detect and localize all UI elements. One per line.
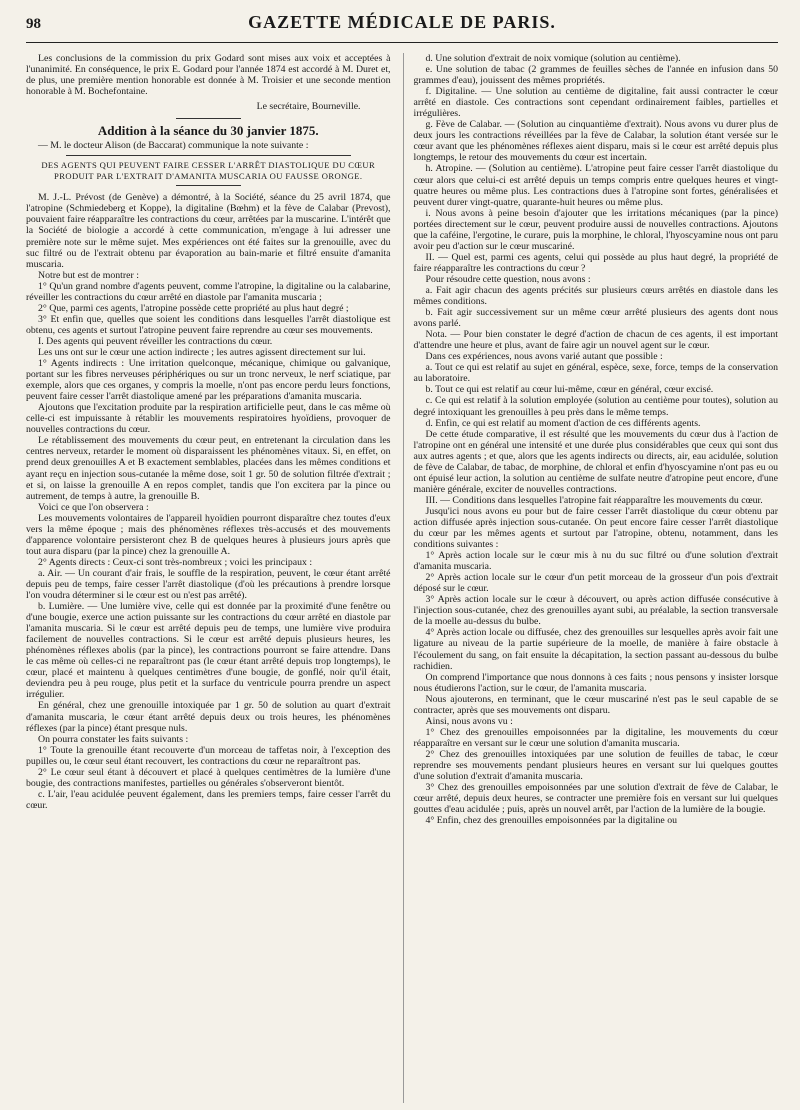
paragraph: 3° Et enfin que, quelles que soient les conditions dans lesquelles l'arrêt diastolique est obtenu, ces agents et surtout l'atropine peuvent faire reprendre au cœur ses mouvements.: [26, 313, 391, 336]
paragraph: b. Fait agir successivement sur un même cœur arrêté plusieurs des agents dont nous avons parlé.: [413, 307, 778, 330]
paragraph: Pour résoudre cette question, nous avons :: [425, 273, 591, 285]
paragraph: Ajoutons que l'excitation produite par la respiration artificielle peut, dans le cas même où celle-ci est impuissante à rétablir les mouvements respiratoires hyoïdiens, provoquer de nouvelles contractions du cœur.: [26, 402, 391, 436]
paragraph: Voici ce que l'on observera :: [38, 501, 149, 513]
paragraph: On comprend l'importance que nous donnons à ces faits ; nous pensons y insister lorsque nous étudierons l'action, sur le cœur, de l'amanita muscaria.: [413, 671, 778, 694]
paragraph: M. J.-L. Prévost (de Genève) a démontré, à la Société, séance du 25 avril 1874, que l'atropine (Schmiedeberg et Koppe), la digitaline (Bœhm) et la fève de Calabar (Prevost), pouvaient faire réapparaître les contractions du cœur, arrêtées par la muscarine. L'intérêt que la Société de biologie a accordé à cette communication, m'engage à lui adresser une première note sur le même sujet. Mes expériences ont été faites sur la grenouille, avec du suc filtré ou de l'extrait obtenu par évaporation au bain-marie et filtré ensuite d'amanita muscaria.: [26, 192, 391, 270]
article-title: DES AGENTS QUI PEUVENT FAIRE CESSER L'ARRÊT DIASTOLIQUE DU CŒUR PRODUIT PAR L'EXTRAIT D'AMANITA MUSCARIA OU FAUSSE ORONGE.: [41, 160, 376, 181]
paragraph: 1° Agents indirects : Une irritation quelconque, mécanique, chimique ou galvanique, portant sur les fibres nerveuses périphériques ou sur un tronc nerveux, le nerf sciatique, par exemple, alors que ces organes, y compris la moelle, n'ont pas encore perdu leurs fonctions, peuvent faire cesser l'arrêt diastolique amené par les préparations d'amanita muscaria.: [26, 358, 391, 403]
paragraph: a. Tout ce qui est relatif au sujet en général, espèce, sexe, force, temps de la conservation au laboratoire.: [413, 362, 778, 385]
paragraph: d. Enfin, ce qui est relatif au moment d'action de ces différents agents.: [425, 417, 701, 429]
divider: [176, 118, 241, 119]
paragraph: Nous ajouterons, en terminant, que le cœur muscariné n'est pas le seul capable de se contracter, après que ses mouvements ont disparu.: [413, 693, 778, 716]
paragraph: II. — Quel est, parmi ces agents, celui qui possède au plus haut degré, la propriété de faire réapparaître les contractions du cœur ?: [413, 251, 778, 274]
paragraph: Notre but est de montrer :: [38, 269, 139, 281]
paragraph: Nota. — Pour bien constater le degré d'action de chacun de ces agents, il est important d'attendre une heure et plus, avant de faire agir un nouvel agent sur le cœur.: [413, 329, 778, 352]
left-column: [26, 53, 391, 1103]
paragraph: b. Lumière. — Une lumière vive, celle qui est donnée par la proximité d'une fenêtre ou d'une bougie, exerce une action puissante sur les contractions du cœur arrêté en diastole par l'amanita muscaria. Si le cœur est arrêté depuis peu de temps, une lumière vive produira facilement de nouvelles contractions. Si le cœur est arrêté depuis plusieurs heures, les phénomènes réflexes abolis (par la pince), les contractions pourront se faire attendre. Dans le cas même où celles-ci ne reparaîtront pas (le cœur étant arrêté depuis trop longtemps), le cœur, placé et maintenu à quelques centimètres d'une bougie, de gonflé, noir qu'il était, deviendra peu à peu rouge, plus petit et la surface du ventricule pourra prendre un aspect irrégulier.: [26, 601, 391, 701]
paragraph: Ainsi, nous avons vu :: [425, 715, 513, 727]
paragraph: 2° Que, parmi ces agents, l'atropine possède cette propriété au plus haut degré ;: [38, 302, 349, 314]
paragraph: Le rétablissement des mouvements du cœur peut, en entretenant la circulation dans les centres nerveux, retarder le moment où disparaissent les phénomènes vitaux. Si, en effet, on prend deux grenouilles A et B exactement semblables, placées dans les mêmes conditions et ayant reçu en injection sous-cutanée la même dose, soit 1 gr. 50 de solution filtrée d'extrait ; et si, on laisse la grenouille A en repos complet, tandis que l'on excitera par la pince ou autrement, de temps à autre, la grenouille B.: [26, 435, 391, 502]
paragraph: 1° Chez des grenouilles empoisonnées par la digitaline, les mouvements du cœur réapparaître en versant sur le cœur une solution d'amanita muscaria.: [413, 726, 778, 749]
paragraph: On pourra constater les faits suivants :: [38, 733, 189, 745]
paragraph: Les uns ont sur le cœur une action indirecte ; les autres agissent directement sur lui.: [38, 346, 366, 358]
paragraph: Dans ces expériences, nous avons varié autant que possible :: [425, 351, 663, 363]
divider: [66, 155, 351, 156]
paragraph: 1° Après action locale sur le cœur mis à nu du suc filtré ou d'une solution d'extrait d'amanita muscaria.: [413, 550, 778, 573]
signature: Le secrétaire, Bourneville.: [256, 101, 361, 113]
paragraph: 2° Chez des grenouilles intoxiquées par une solution de feuilles de tabac, le cœur reprendre ses mouvements pendant plusieurs heures en versant sur lui quelques gouttes d'une solution d'extrait d'amanita muscaria.: [413, 748, 778, 783]
paragraph: 1° Qu'un grand nombre d'agents peuvent, comme l'atropine, la digitaline ou la calabarine, réveiller les contractions du cœur arrêté en diastole par l'amanita muscaria ;: [26, 280, 391, 303]
right-column: [403, 53, 779, 1103]
paragraph: Les mouvements volontaires de l'appareil hyoïdien pourront disparaître chez toutes d'eux vers la même époque ; mais des phénomènes réflexes très-accusés et des mouvements d'apparence volontaire persisteront chez B de quelques heures à plusieurs jours après que tout aura disparu (par la pince) chez la grenouille A.: [26, 512, 391, 557]
paragraph: a. Fait agir chacun des agents précités sur plusieurs cœurs arrêtés en diastole dans les mêmes conditions.: [413, 284, 778, 308]
page-header: [26, 12, 778, 43]
paragraph: En général, chez une grenouille intoxiquée par 1 gr. 50 de solution au quart d'extrait d'amanita muscaria, le cœur étant arrêté depuis deux ou trois heures, les phénomènes réflexes (par la pince) étant presque nuls.: [26, 700, 391, 734]
paragraph: I. Des agents qui peuvent réveiller les contractions du cœur.: [38, 335, 273, 347]
paragraph: 4° Enfin, chez des grenouilles empoisonnées par la digitaline ou: [425, 815, 677, 827]
paragraph: 1° Toute la grenouille étant recouverte d'un morceau de taffetas noir, à l'exception des pupilles ou, le cœur seul étant recouvert, les contractions du cœur ne reparaîtront pas.: [26, 744, 391, 767]
journal-title: GAZETTE MÉDICALE DE PARIS.: [248, 12, 556, 32]
left-body: [26, 192, 391, 811]
paragraph: III. — Conditions dans lesquelles l'atropine fait réapparaître les mouvements du cœur.: [425, 494, 763, 506]
paragraph: c. Ce qui est relatif à la solution employée (solution au centième pour toutes), solution au degré intoxiquant les grenouilles à peu près dans le même temps.: [413, 395, 778, 418]
right-body: [414, 53, 779, 826]
paragraph: a. Air. — Un courant d'air frais, le souffle de la respiration, peuvent, le cœur étant arrêté depuis peu de temps, faire cesser l'arrêt diastolique (d'où les précautions à prendre lorsque l'on voudra déterminer si le cœur est ou n'est pas arrêté).: [26, 567, 391, 602]
paragraph: 2° Agents directs : Ceux-ci sont très-nombreux ; voici les principaux :: [38, 556, 313, 568]
paragraph: f. Digitaline. — Une solution au centième de digitaline, fait aussi contracter le cœur arrêté en diastole. Ces contractions sont cependant ordinairement faibles, partielles et irrégulières.: [413, 86, 778, 120]
paragraph: De cette étude comparative, il est résulté que les mouvements du cœur dus à l'action de l'atropine ont en général une intensité et une durée plus considérables que ceux qui sont dus aux autres agents ; et que, alors que les agents indirects ou directs, air, eau acidulée, solution de fève de Calabar, de tabac, de morphine, de chloral et enfin d'hyoscyamine n'ont pas eu ou ont épuisé leur action, la solution au centième de sulfate neutre d'atropine peut encore, d'une manière générale, exciter de nouvelles contractions.: [413, 428, 778, 495]
communication-line: — M. le docteur Alison (de Baccarat) communique la note suivante :: [38, 140, 309, 152]
paragraph: Jusqu'ici nous avons eu pour but de faire cesser l'arrêt diastolique du cœur obtenu par action diffusée après injection sous-cutanée. On peut encore faire cesser l'arrêt diastolique du cœur par les mêmes agents et surtout par l'atropine, obtenu, notamment, dans les conditions suivantes :: [413, 505, 778, 551]
paragraph: 4° Après action locale ou diffusée, chez des grenouilles sur lesquelles après avoir fait une ligature au niveau de la partie supérieure de la moelle, de manière à faire obstacle à l'écoulement du sang, on fait ensuite la décapitation, la section passant au-dessous du bulbe rachidien.: [413, 627, 778, 672]
paragraph: g. Fève de Calabar. — (Solution au cinquantième d'extrait). Nous avons vu durer plus de deux jours les contractions réveillées par la fève de Calabar, la solution étant versée sur le cœur avant que les phénomènes réflexes aient disparu, mais si le cœur est arrêté depuis plus longtemps, le retour des mouvements du cœur est incertain.: [413, 119, 778, 164]
paragraph: 2° Le cœur seul étant à découvert et placé à quelques centimètres de la lumière d'une bougie, des contractions manifestes, partielles ou générales s'observeront bientôt.: [26, 766, 391, 789]
page-number: 98: [26, 16, 41, 32]
paragraph: 3° Chez des grenouilles empoisonnées par une solution d'extrait de fève de Calabar, le cœur arrêté, depuis deux heures, se contracter une première fois en versant sur lui quelques gouttes d'eau acidulée ; puis, après un nouvel arrêt, par l'action de la lumière de la bougie.: [413, 782, 778, 816]
paragraph: 2° Après action locale sur le cœur d'un petit morceau de la grosseur d'un pois d'extrait déposé sur le cœur.: [413, 572, 778, 595]
paragraph: i. Nous avons à peine besoin d'ajouter que les irritations mécaniques (par la pince) portées directement sur le cœur, peuvent produire aussi de nouvelles contractions. Ajoutons que la caféine, l'ergotine, le curare, puis la morphine, le chloral, l'hyoscyamine nous ont paru avoir peu d'action sur le cœur muscariné.: [413, 207, 778, 252]
divider: [176, 185, 241, 186]
addition-title: Addition à la séance du 30 janvier 1875.: [97, 123, 319, 139]
paragraph: c. L'air, l'eau acidulée peuvent également, dans les premiers temps, faire cesser l'arrêt du cœur.: [26, 788, 391, 811]
paragraph: e. Une solution de tabac (2 grammes de feuilles sèches de l'année en infusion dans 50 grammes d'eau), jouissent des mêmes propriétés.: [413, 64, 778, 87]
intro-paragraph: Les conclusions de la commission du prix Godard sont mises aux voix et acceptées à l'unanimité. En conséquence, le prix E. Godard pour l'année 1874 est accordé à M. Duret et, de plus, une première mention honorable est donnée à M. Troisier et une seconde mention honorable à M. Bochefontaine.: [26, 53, 391, 98]
paragraph: 3° Après action locale sur le cœur à découvert, ou après action diffusée consécutive à l'injection sous-cutanée, chez des grenouilles ayant subi, au préalable, la section transversale de la moelle au-dessus du bulbe.: [413, 594, 778, 628]
paragraph: d. Une solution d'extrait de noix vomique (solution au centième).: [425, 53, 681, 64]
text-columns: [26, 53, 778, 1103]
paragraph: h. Atropine. — (Solution au centième). L'atropine peut faire cesser l'arrêt diastolique du cœur alors que celui-ci est arrêté depuis un temps compris entre quelques heures et vingt-quatre heures ou même plus. Les contractions dues à l'atropine sont fortes, généralisées et peuvent durer vingt-quatre, quarante-huit heures ou même plus.: [413, 163, 778, 208]
paragraph: b. Tout ce qui est relatif au cœur lui-même, cœur en général, cœur excisé.: [425, 384, 714, 396]
